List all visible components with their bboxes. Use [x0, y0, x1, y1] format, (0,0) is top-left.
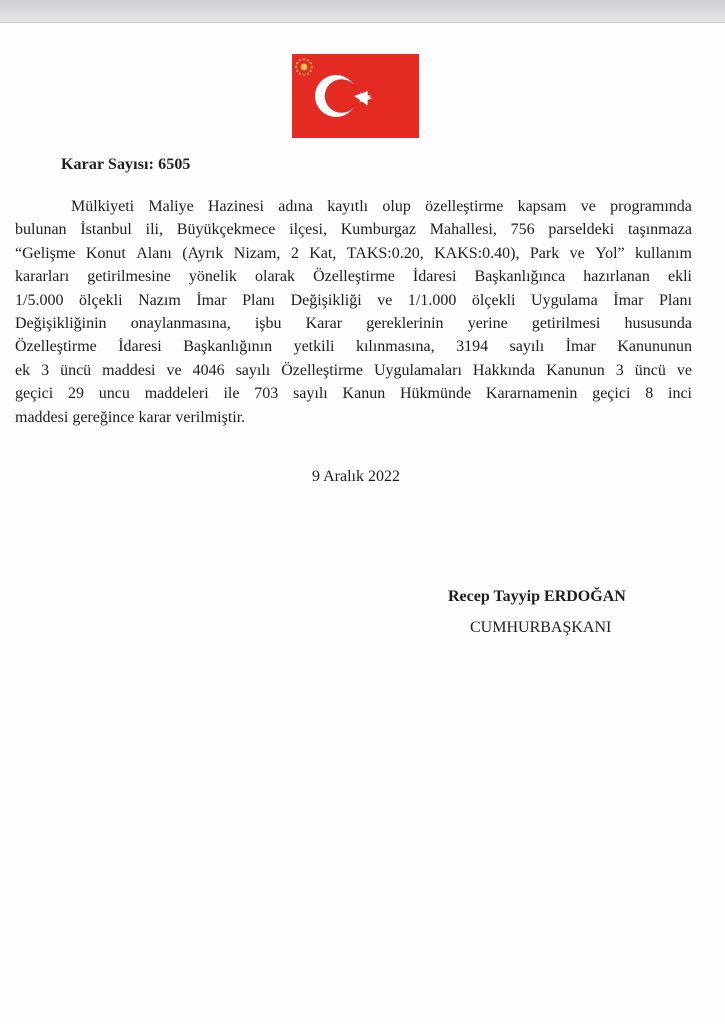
signer-name: Recep Tayyip ERDOĞAN [448, 588, 626, 605]
decree-number-value: 6505 [158, 156, 191, 173]
body-line: Mülkiyeti Maliye Hazinesi adına kayıtlı olup özelleştirme kapsam ve programında [71, 198, 692, 215]
body-line: maddesi gereğince karar verilmiştir. [15, 408, 246, 426]
decree-number-label: Karar Sayısı: [61, 156, 155, 173]
body-line: ek 3 üncü maddesi ve 4046 sayılı Özelleştirme Uygulamaları Hakkında Kanunun 3 üncü ve [15, 361, 692, 379]
body-line: “Gelişme Konut Alanı (Ayrık Nizam, 2 Kat, TAKS:0.20, KAKS:0.40), Park ve Yol” kullanım [15, 244, 692, 262]
decree-body [15, 195, 692, 429]
body-line: Değişikliğinin onaylanmasına, işbu Karar gereklerinin yerine getirilmesi hususunda [15, 314, 692, 332]
body-line: bulunan İstanbul ili, Büyükçekmece ilçesi, Kumburgaz Mahallesi, 756 parseldeki taşınmaza [15, 221, 692, 239]
body-line: kararları getirilmesine yönelik olarak Özelleştirme İdaresi Başkanlığınca hazırlanan ekli [15, 268, 692, 286]
signer-title: CUMHURBAŞKANI [470, 619, 612, 636]
body-line: Özelleştirme İdaresi Başkanlığının yetkili kılınmasına, 3194 sayılı İmar Kanununun [15, 338, 692, 356]
presidential-seal-icon [294, 57, 314, 77]
turkish-flag-icon [292, 54, 419, 138]
viewer-top-bar [0, 0, 725, 23]
body-line: 1/5.000 ölçekli Nazım İmar Planı Değişikliği ve 1/1.000 ölçekli Uygulama İmar Planı [15, 291, 692, 309]
body-line: geçici 29 uncu maddeleri ile 703 sayılı Kanun Hükmünde Kararnamenin geçici 8 inci [15, 385, 692, 403]
decree-date: 9 Aralık 2022 [312, 468, 400, 485]
decree-number [61, 156, 191, 174]
